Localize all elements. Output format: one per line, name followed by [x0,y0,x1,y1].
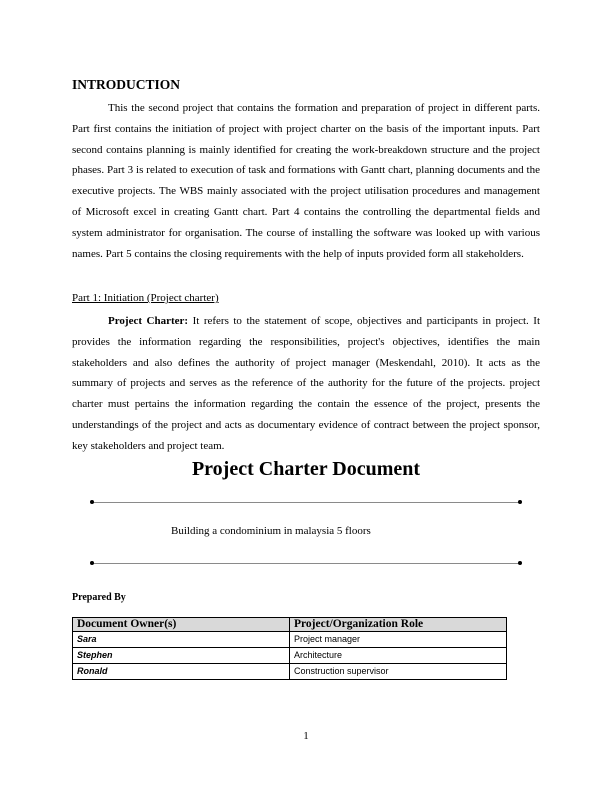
bottom-divider-left-dot [90,561,94,565]
project-name: Building a condominium in malaysia 5 floors [171,525,371,537]
top-divider-right-dot [518,500,522,504]
top-divider [92,502,520,503]
part1-heading: Part 1: Initiation (Project charter) [72,292,219,304]
table-row [73,632,507,648]
owner-cell: Sara [73,632,290,648]
role-cell: Project manager [290,632,507,648]
document-owners-table [72,617,507,680]
introduction-heading: INTRODUCTION [72,77,181,92]
owner-column-header: Document Owner(s) [73,618,290,632]
table-row [73,648,507,664]
bottom-divider [92,563,520,564]
prepared-by-label: Prepared By [72,592,126,603]
role-column-header: Project/Organization Role [290,618,507,632]
introduction-paragraph: This the second project that contains the formation and preparation of project in different parts. Part first contains the initiation of project with project charter on the basis of the important inputs. Part second contains planning is mainly identified for creating the work-breakdown structure and the project phases. Part 3 is related to execution of task and formations with Gantt chart, planning documents and the executive projects. The WBS mainly associated with the project utilisation procedures and management of Microsoft excel in creating Gantt chart. Part 4 contains the controlling the departmental fields and system administrator for organisation. The course of installing the software was looked up with various names. Part 5 contains the closing requirements with the help of inputs provided form all stakeholders. [72,102,540,260]
table-header-row [73,618,507,632]
top-divider-left-dot [90,500,94,504]
project-charter-paragraph [72,311,540,457]
project-charter-term: Project Charter: [108,315,189,327]
role-cell: Construction supervisor [290,664,507,680]
project-charter-definition: It refers to the statement of scope, objectives and participants in project. It provides the information regarding the responsibilities, project's objectives, identifies the main stakeholders and also defines the authority of project manager (Meskendahl, 2010). It acts as the summary of projects and serves as the reference of the authority for the future of the projects. project charter must pertains the information regarding the contain the essence of the project, presents the understandings of the project and acts as documentary evidence of contract between the project sponsor, key stakeholders and project team. [72,315,541,452]
role-cell: Architecture [290,648,507,664]
bottom-divider-right-dot [518,561,522,565]
owner-cell: Ronald [73,664,290,680]
page-number: 1 [303,730,309,742]
owner-cell: Stephen [73,648,290,664]
table-row [73,664,507,680]
charter-document-title: Project Charter Document [191,458,421,480]
